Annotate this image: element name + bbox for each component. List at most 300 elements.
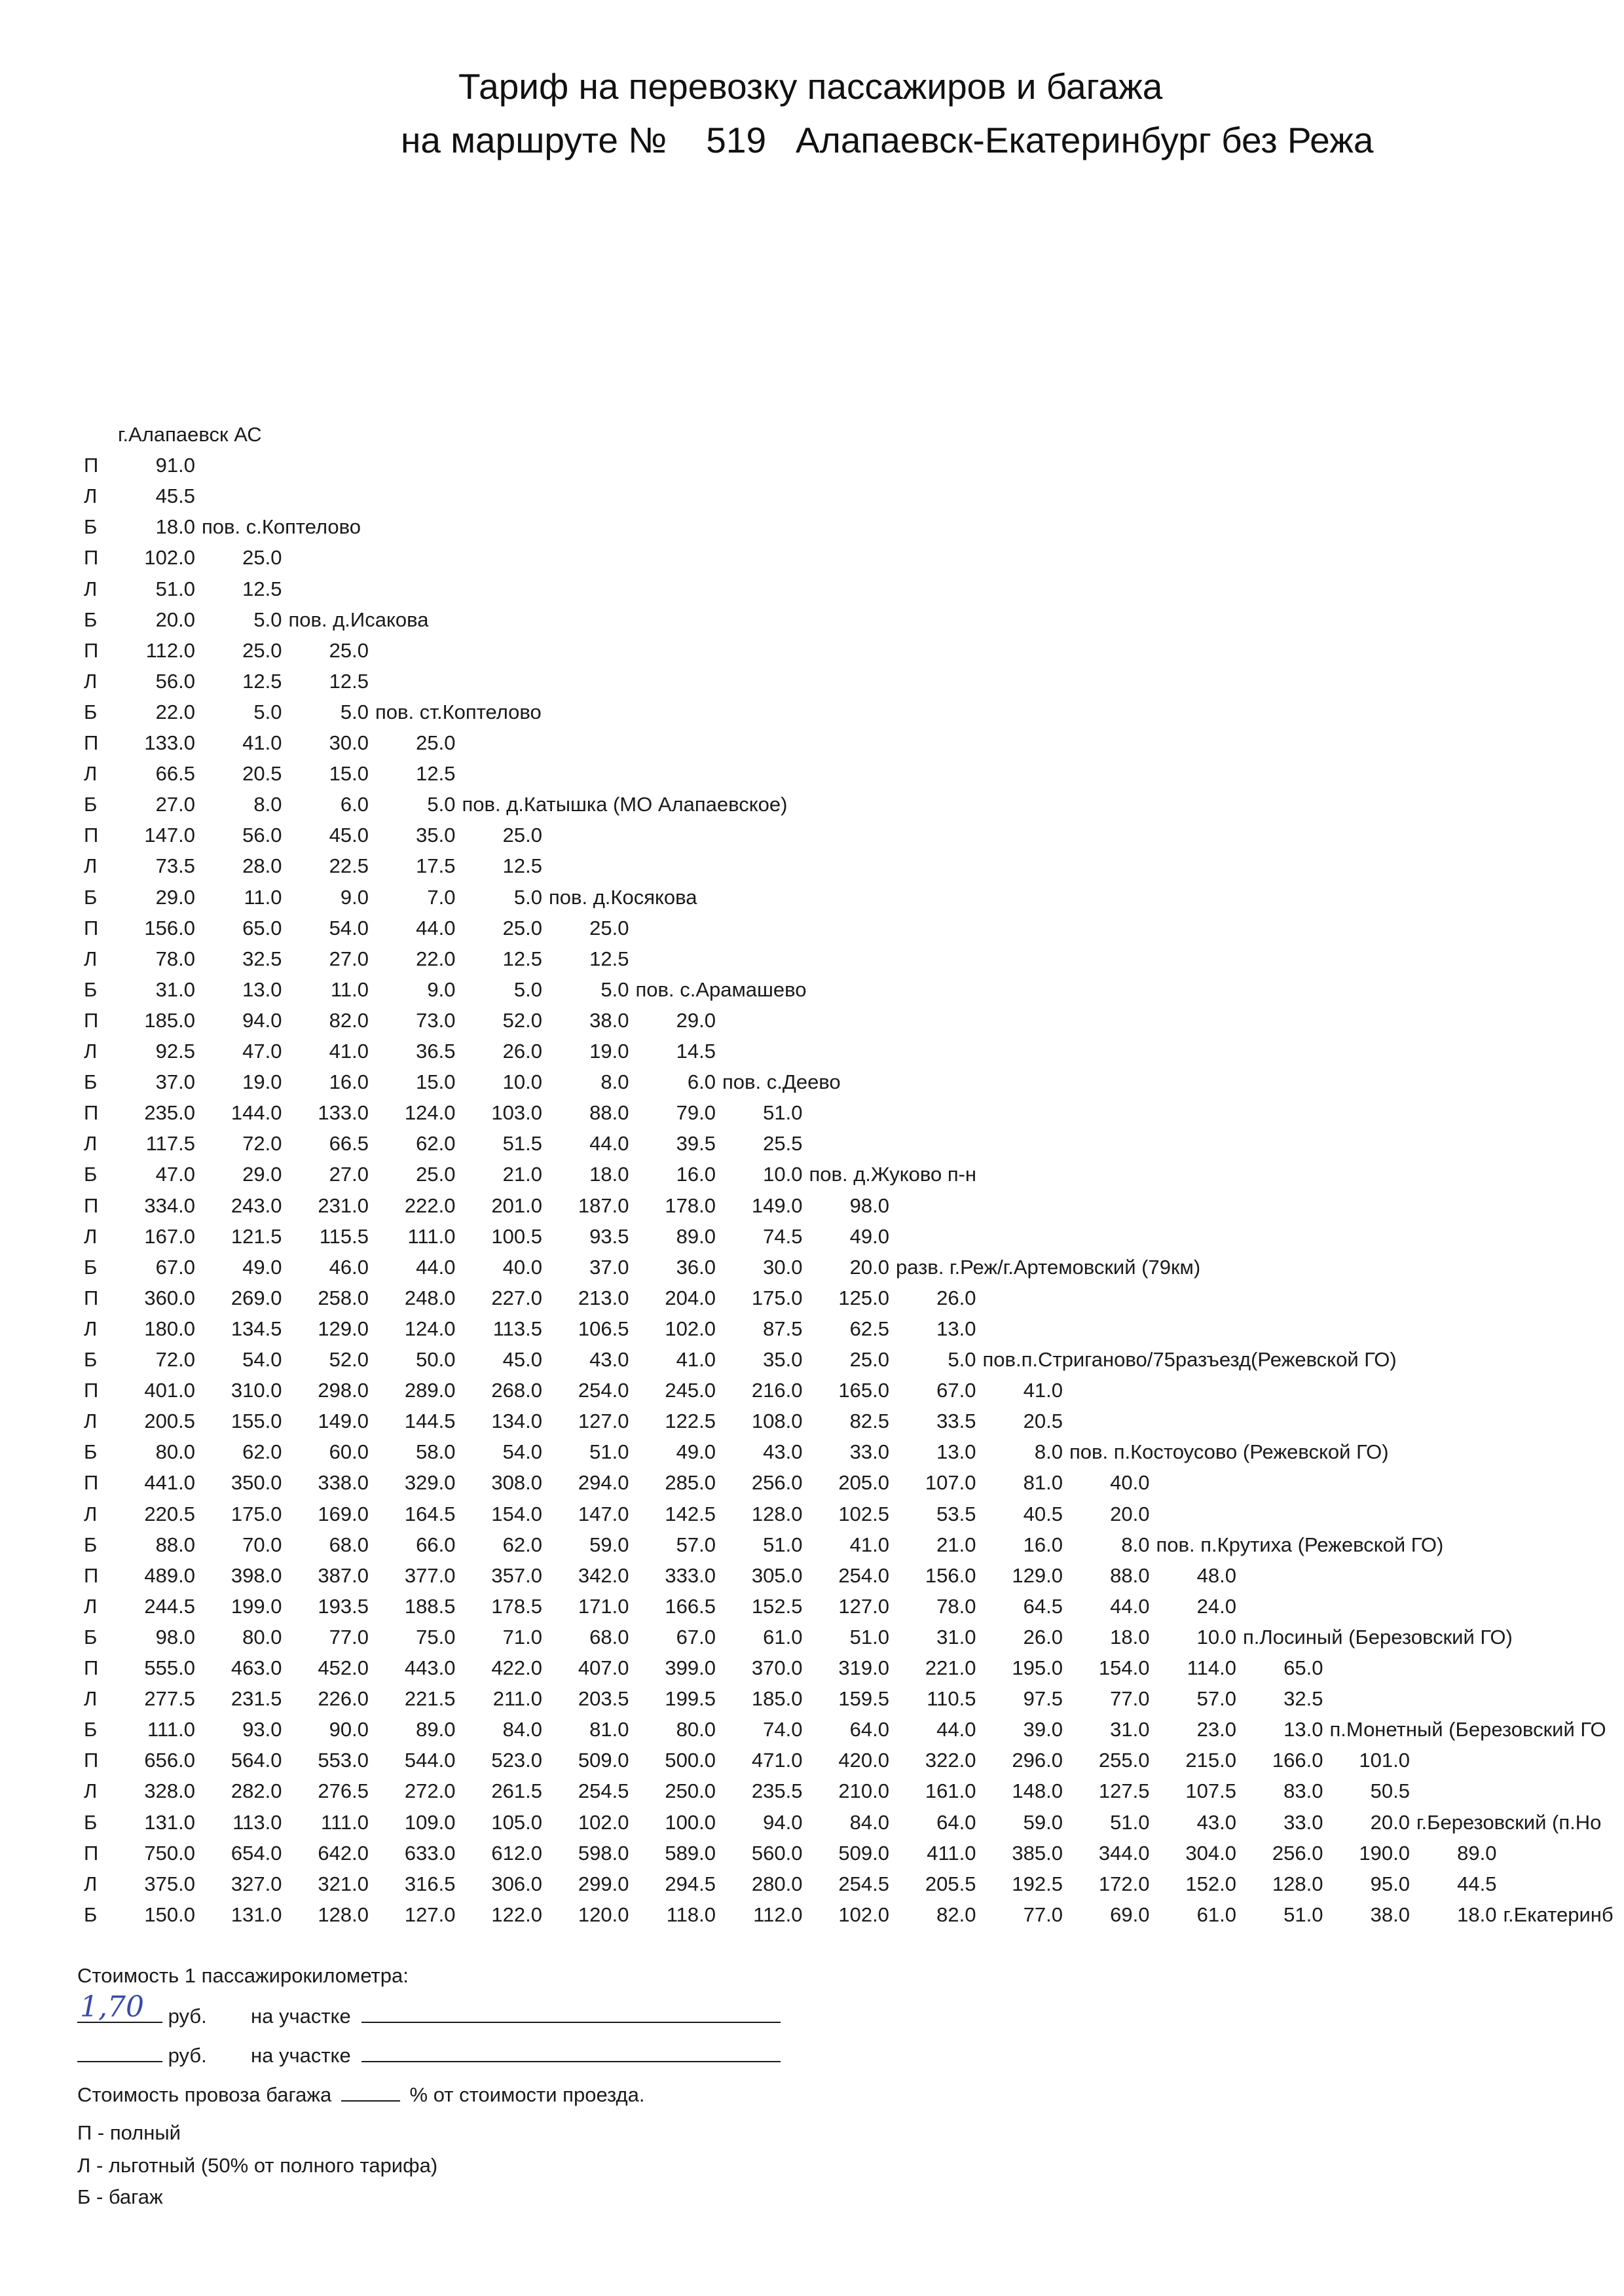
- fare-type: Б: [84, 1625, 98, 1649]
- fare-value: 305.0: [751, 1563, 803, 1587]
- fare-value: 98.0: [155, 1625, 195, 1649]
- table-row: [0, 1252, 1624, 1283]
- fare-value: 256.0: [1272, 1841, 1323, 1865]
- fare-value: 41.0: [849, 1533, 889, 1556]
- cost-row-2: [77, 2041, 781, 2068]
- fare-value: 30.0: [329, 731, 369, 754]
- fare-value: 5.0: [427, 793, 456, 816]
- table-row: [0, 1313, 1624, 1344]
- rub-label-1: руб.: [168, 2005, 207, 2028]
- fare-value: 67.0: [155, 1255, 195, 1279]
- fare-value: 101.0: [1359, 1749, 1410, 1772]
- fare-value: 71.0: [502, 1625, 542, 1649]
- baggage-cost-line: [77, 2081, 644, 2107]
- fare-value: 80.0: [242, 1625, 282, 1649]
- fare-value: 8.0: [600, 1070, 629, 1094]
- fare-value: 385.0: [1012, 1841, 1063, 1865]
- fare-value: 10.0: [1196, 1625, 1236, 1649]
- fare-value: 269.0: [231, 1286, 282, 1309]
- legend-baggage: Б - багаж: [77, 2185, 163, 2208]
- fare-value: 93.0: [242, 1718, 282, 1741]
- fare-value: 5.0: [948, 1348, 976, 1371]
- fare-value: 24.0: [1196, 1594, 1236, 1618]
- fare-value: 44.0: [1110, 1594, 1150, 1618]
- fare-value: 32.5: [242, 947, 282, 970]
- fare-value: 111.0: [321, 1810, 369, 1834]
- fare-value: 134.5: [231, 1317, 282, 1340]
- stop-name: пов. д.Исакова: [288, 608, 429, 631]
- fare-value: 54.0: [502, 1440, 542, 1464]
- fare-value: 509.0: [578, 1749, 629, 1772]
- stop-name: пов. с.Деево: [722, 1070, 841, 1094]
- table-row: [0, 450, 1624, 481]
- fare-value: 29.0: [242, 1163, 282, 1186]
- fare-value: 350.0: [231, 1471, 282, 1495]
- fare-type: Б: [84, 1348, 98, 1371]
- table-row: [0, 1221, 1624, 1252]
- fare-value: 134.0: [491, 1410, 542, 1433]
- fare-value: 142.5: [665, 1502, 716, 1525]
- fare-value: 94.0: [242, 1008, 282, 1032]
- fare-value: 84.0: [849, 1810, 889, 1834]
- fare-value: 169.0: [318, 1502, 369, 1525]
- fare-value: 128.0: [318, 1903, 369, 1926]
- route-name: Алапаевск-Екатеринбург без Режа: [796, 120, 1374, 160]
- fare-value: 8.0: [253, 793, 282, 816]
- fare-value: 102.0: [144, 546, 195, 570]
- fare-value: 30.0: [763, 1255, 803, 1279]
- fare-value: 80.0: [155, 1440, 195, 1464]
- fare-value: 25.0: [242, 638, 282, 662]
- fare-value: 44.0: [589, 1132, 629, 1156]
- fare-value: 147.0: [144, 824, 195, 847]
- fare-value: 149.0: [318, 1410, 369, 1433]
- fare-value: 38.0: [589, 1008, 629, 1032]
- fare-type: П: [84, 1471, 99, 1495]
- fare-value: 411.0: [927, 1841, 976, 1865]
- fare-value: 78.0: [936, 1594, 976, 1618]
- fare-value: 401.0: [144, 1379, 195, 1402]
- fare-value: 51.0: [589, 1440, 629, 1464]
- fare-value: 45.5: [155, 484, 195, 508]
- fare-value: 27.0: [329, 1163, 369, 1186]
- fare-value: 52.0: [329, 1348, 369, 1371]
- fare-value: 25.0: [416, 1163, 456, 1186]
- fare-type: П: [84, 1008, 99, 1032]
- fare-type: Л: [84, 1872, 98, 1895]
- fare-type: П: [84, 1749, 99, 1772]
- fare-value: 564.0: [231, 1749, 282, 1772]
- cost-row-1: [77, 2002, 781, 2028]
- table-row: [0, 1499, 1624, 1529]
- fare-value: 112.0: [145, 638, 195, 662]
- stop-name: пов. д.Косякова: [549, 885, 697, 909]
- table-row: [0, 882, 1624, 913]
- fare-value: 205.5: [925, 1872, 976, 1895]
- fare-value: 118.0: [666, 1903, 716, 1926]
- fare-value: 17.5: [416, 854, 456, 878]
- fare-value: 45.0: [329, 824, 369, 847]
- fare-value: 82.0: [936, 1903, 976, 1926]
- fare-value: 68.0: [329, 1533, 369, 1556]
- fare-value: 15.0: [416, 1070, 456, 1094]
- fare-value: 60.0: [329, 1440, 369, 1464]
- fare-value: 50.5: [1370, 1779, 1410, 1803]
- fare-value: 91.0: [155, 454, 195, 477]
- fare-value: 67.0: [676, 1625, 716, 1649]
- fare-value: 62.5: [849, 1317, 889, 1340]
- fare-value: 11.0: [330, 977, 369, 1001]
- fare-value: 26.0: [1023, 1625, 1063, 1649]
- fare-value: 399.0: [665, 1656, 716, 1679]
- fare-value: 154.0: [1098, 1656, 1150, 1679]
- fare-value: 375.0: [144, 1872, 195, 1895]
- fare-value: 129.0: [318, 1317, 369, 1340]
- table-row: [0, 1529, 1624, 1560]
- fare-value: 254.0: [838, 1563, 889, 1587]
- fare-value: 656.0: [144, 1749, 195, 1772]
- fare-value: 127.5: [1098, 1779, 1150, 1803]
- cost-blank-1[interactable]: [77, 2002, 162, 2023]
- fare-value: 12.5: [589, 947, 629, 970]
- fare-value: 102.0: [578, 1810, 629, 1834]
- fare-value: 9.0: [340, 885, 369, 909]
- fare-value: 25.0: [849, 1348, 889, 1371]
- fare-value: 62.0: [416, 1132, 456, 1156]
- fare-value: 25.0: [589, 916, 629, 939]
- fare-value: 82.5: [849, 1410, 889, 1433]
- fare-value: 44.0: [416, 916, 456, 939]
- fare-value: 64.0: [849, 1718, 889, 1741]
- fare-value: 51.0: [155, 577, 195, 600]
- fare-value: 203.5: [578, 1687, 629, 1711]
- fare-value: 89.0: [1457, 1841, 1497, 1865]
- fare-value: 13.0: [936, 1440, 976, 1464]
- baggage-percent-blank[interactable]: [341, 2081, 400, 2102]
- fare-value: 70.0: [242, 1533, 282, 1556]
- fare-value: 32.5: [1283, 1687, 1323, 1711]
- fare-value: 112.0: [753, 1903, 803, 1926]
- fare-type: Л: [84, 854, 98, 878]
- fare-value: 43.0: [1196, 1810, 1236, 1834]
- fare-value: 155.0: [231, 1410, 282, 1433]
- table-row: [0, 1652, 1624, 1683]
- cost-blank-2[interactable]: [77, 2041, 162, 2062]
- fare-type: П: [84, 824, 99, 847]
- fare-value: 231.0: [318, 1194, 369, 1217]
- fare-value: 62.0: [502, 1533, 542, 1556]
- fare-value: 18.0: [1457, 1903, 1497, 1926]
- fare-value: 187.0: [578, 1194, 629, 1217]
- fare-value: 6.0: [340, 793, 369, 816]
- fare-value: 210.0: [838, 1779, 889, 1803]
- fare-value: 59.0: [589, 1533, 629, 1556]
- fare-value: 204.0: [665, 1286, 716, 1309]
- fare-value: 39.5: [676, 1132, 716, 1156]
- fare-value: 500.0: [665, 1749, 716, 1772]
- fare-value: 211.0: [492, 1687, 542, 1711]
- route-number: 519: [706, 120, 767, 160]
- stop-name: пов. п.Костоусово (Режевской ГО): [1069, 1440, 1389, 1464]
- fare-value: 54.0: [329, 916, 369, 939]
- fare-value: 5.0: [513, 977, 542, 1001]
- fare-value: 21.0: [936, 1533, 976, 1556]
- fare-value: 57.0: [1196, 1687, 1236, 1711]
- table-row: [0, 943, 1624, 974]
- fare-value: 255.0: [1098, 1749, 1150, 1772]
- fare-value: 40.0: [502, 1255, 542, 1279]
- fare-value: 268.0: [491, 1379, 542, 1402]
- stop-name: пов. п.Крутиха (Режевской ГО): [1156, 1533, 1444, 1556]
- fare-value: 66.5: [329, 1132, 369, 1156]
- fare-value: 49.0: [849, 1224, 889, 1248]
- table-row: [0, 1899, 1624, 1930]
- section-blank-2[interactable]: [361, 2041, 781, 2062]
- baggage-prefix: Стоимость провоза багажа: [77, 2083, 332, 2106]
- fare-type: П: [84, 1286, 99, 1309]
- fare-type: Б: [84, 515, 98, 539]
- table-row: [0, 1868, 1624, 1899]
- fare-value: 164.5: [404, 1502, 456, 1525]
- fare-value: 215.0: [1185, 1749, 1236, 1772]
- fare-type: Б: [84, 1810, 98, 1834]
- fare-value: 244.5: [144, 1594, 195, 1618]
- fare-value: 654.0: [231, 1841, 282, 1865]
- fare-value: 8.0: [1121, 1533, 1150, 1556]
- fare-value: 64.0: [936, 1810, 976, 1834]
- fare-value: 77.0: [329, 1625, 369, 1649]
- fare-value: 750.0: [144, 1841, 195, 1865]
- fare-value: 89.0: [416, 1718, 456, 1741]
- fare-value: 294.0: [578, 1471, 629, 1495]
- fare-value: 159.5: [838, 1687, 889, 1711]
- fare-value: 199.5: [665, 1687, 716, 1711]
- fare-value: 205.0: [838, 1471, 889, 1495]
- table-row: [0, 1036, 1624, 1066]
- fare-value: 51.0: [1283, 1903, 1323, 1926]
- fare-value: 329.0: [404, 1471, 456, 1495]
- fare-value: 72.0: [155, 1348, 195, 1371]
- legend-discount: Л - льготный (50% от полного тарифа): [77, 2154, 438, 2177]
- fare-value: 21.0: [502, 1163, 542, 1186]
- fare-value: 95.0: [1370, 1872, 1410, 1895]
- fare-value: 90.0: [329, 1718, 369, 1741]
- tariff-table: [0, 419, 1624, 1944]
- fare-value: 19.0: [589, 1040, 629, 1063]
- fare-value: 220.5: [144, 1502, 195, 1525]
- fare-value: 152.0: [1185, 1872, 1236, 1895]
- fare-value: 31.0: [936, 1625, 976, 1649]
- fare-value: 33.5: [936, 1410, 976, 1433]
- fare-value: 144.5: [404, 1410, 456, 1433]
- fare-value: 294.5: [665, 1872, 716, 1895]
- fare-value: 31.0: [1110, 1718, 1150, 1741]
- fare-type: П: [84, 731, 99, 754]
- fare-value: 67.0: [936, 1379, 976, 1402]
- fare-value: 51.0: [763, 1101, 803, 1125]
- fare-value: 27.0: [155, 793, 195, 816]
- fare-value: 54.0: [242, 1348, 282, 1371]
- table-row: [0, 1683, 1624, 1714]
- fare-value: 272.0: [404, 1779, 456, 1803]
- fare-value: 51.0: [763, 1533, 803, 1556]
- stop-name: пов. с.Коптелово: [202, 515, 361, 539]
- fare-value: 193.5: [318, 1594, 369, 1618]
- fare-value: 154.0: [491, 1502, 542, 1525]
- stop-name: пов.п.Стриганово/75разъезд(Режевской ГО): [982, 1348, 1397, 1371]
- fare-value: 20.0: [1370, 1810, 1410, 1834]
- fare-value: 47.0: [155, 1163, 195, 1186]
- fare-value: 18.0: [589, 1163, 629, 1186]
- fare-value: 61.0: [1196, 1903, 1236, 1926]
- table-row: [0, 913, 1624, 943]
- fare-value: 612.0: [491, 1841, 542, 1865]
- fare-type: П: [84, 1656, 99, 1679]
- stop-name: п.Монетный (Березовский ГО: [1329, 1718, 1606, 1741]
- fare-value: 33.0: [849, 1440, 889, 1464]
- fare-value: 56.0: [155, 669, 195, 693]
- fare-type: П: [84, 638, 99, 662]
- fare-value: 66.5: [155, 762, 195, 786]
- fare-value: 5.0: [253, 700, 282, 723]
- fare-value: 56.0: [242, 824, 282, 847]
- fare-value: 256.0: [751, 1471, 803, 1495]
- table-row: [0, 1097, 1624, 1128]
- fare-value: 88.0: [589, 1101, 629, 1125]
- fare-value: 12.5: [416, 762, 456, 786]
- fare-value: 377.0: [404, 1563, 456, 1587]
- fare-value: 171.0: [578, 1594, 629, 1618]
- fare-type: Б: [84, 885, 98, 909]
- fare-value: 52.0: [502, 1008, 542, 1032]
- fare-value: 152.5: [751, 1594, 803, 1618]
- fare-value: 79.0: [676, 1101, 716, 1125]
- fare-value: 221.0: [925, 1656, 976, 1679]
- fare-value: 328.0: [144, 1779, 195, 1803]
- fare-value: 308.0: [491, 1471, 542, 1495]
- fare-value: 111.0: [147, 1718, 195, 1741]
- fare-value: 88.0: [1110, 1563, 1150, 1587]
- fare-value: 41.0: [242, 731, 282, 754]
- fare-value: 357.0: [491, 1563, 542, 1587]
- fare-value: 222.0: [404, 1194, 456, 1217]
- fare-value: 68.0: [589, 1625, 629, 1649]
- fare-value: 19.0: [242, 1070, 282, 1094]
- table-row: [0, 1128, 1624, 1159]
- fare-value: 443.0: [404, 1656, 456, 1679]
- fare-value: 102.5: [838, 1502, 889, 1525]
- cost-title: Стоимость 1 пассажирокилометра:: [77, 1964, 409, 1987]
- fare-value: 100.5: [491, 1224, 542, 1248]
- fare-value: 45.0: [502, 1348, 542, 1371]
- fare-value: 43.0: [763, 1440, 803, 1464]
- table-row: [0, 1776, 1624, 1806]
- fare-value: 72.0: [242, 1132, 282, 1156]
- fare-value: 555.0: [144, 1656, 195, 1679]
- fare-value: 131.0: [144, 1810, 195, 1834]
- fare-value: 29.0: [676, 1008, 716, 1032]
- table-row: [0, 635, 1624, 666]
- rub-label-2: руб.: [168, 2044, 207, 2067]
- fare-value: 12.5: [502, 854, 542, 878]
- table-row: [0, 666, 1624, 697]
- fare-value: 213.0: [578, 1286, 629, 1309]
- table-row: [0, 1714, 1624, 1745]
- fare-value: 304.0: [1185, 1841, 1236, 1865]
- fare-type: Б: [84, 1903, 98, 1926]
- fare-value: 316.5: [404, 1872, 456, 1895]
- fare-value: 58.0: [416, 1440, 456, 1464]
- fare-value: 46.0: [329, 1255, 369, 1279]
- fare-value: 422.0: [491, 1656, 542, 1679]
- section-label-2: на участке: [250, 2044, 351, 2067]
- fare-type: Б: [84, 700, 98, 723]
- route-prefix: на маршруте №: [401, 120, 667, 160]
- fare-value: 47.0: [242, 1040, 282, 1063]
- fare-value: 282.0: [231, 1779, 282, 1803]
- fare-value: 299.0: [578, 1872, 629, 1895]
- fare-value: 131.0: [231, 1903, 282, 1926]
- fare-value: 180.0: [144, 1317, 195, 1340]
- stop-name: п.Лосиный (Березовский ГО): [1243, 1625, 1513, 1649]
- fare-value: 167.0: [144, 1224, 195, 1248]
- fare-value: 333.0: [665, 1563, 716, 1587]
- table-row: [0, 1838, 1624, 1868]
- fare-value: 44.5: [1457, 1872, 1497, 1895]
- fare-type: П: [84, 546, 99, 570]
- fare-value: 77.0: [1023, 1903, 1063, 1926]
- fare-value: 113.5: [492, 1317, 542, 1340]
- fare-value: 227.0: [491, 1286, 542, 1309]
- fare-value: 25.5: [763, 1132, 803, 1156]
- fare-value: 12.5: [242, 669, 282, 693]
- fare-value: 254.0: [578, 1379, 629, 1402]
- fare-value: 80.0: [676, 1718, 716, 1741]
- fare-value: 231.5: [231, 1687, 282, 1711]
- table-row: [0, 542, 1624, 573]
- section-blank-1[interactable]: [361, 2002, 781, 2023]
- fare-value: 26.0: [936, 1286, 976, 1309]
- fare-value: 156.0: [144, 916, 195, 939]
- fare-value: 108.0: [751, 1410, 803, 1433]
- fare-value: 5.0: [253, 608, 282, 631]
- fare-value: 22.0: [416, 947, 456, 970]
- fare-value: 41.0: [329, 1040, 369, 1063]
- fare-type: П: [84, 1841, 99, 1865]
- fare-value: 35.0: [763, 1348, 803, 1371]
- fare-value: 36.5: [416, 1040, 456, 1063]
- fare-value: 73.0: [416, 1008, 456, 1032]
- fare-value: 221.5: [404, 1687, 456, 1711]
- fare-value: 40.5: [1023, 1502, 1063, 1525]
- fare-type: П: [84, 1194, 99, 1217]
- fare-value: 11.0: [244, 885, 282, 909]
- fare-value: 51.0: [849, 1625, 889, 1649]
- fare-value: 633.0: [404, 1841, 456, 1865]
- fare-value: 15.0: [329, 762, 369, 786]
- fare-value: 298.0: [318, 1379, 369, 1402]
- fare-value: 25.0: [416, 731, 456, 754]
- stop-name: пов. д.Жуково п-н: [809, 1163, 977, 1186]
- table-row: [0, 1622, 1624, 1652]
- fare-value: 161.0: [925, 1779, 976, 1803]
- fare-value: 185.0: [144, 1008, 195, 1032]
- fare-value: 48.0: [1196, 1563, 1236, 1587]
- fare-value: 10.0: [763, 1163, 803, 1186]
- fare-value: 243.0: [231, 1194, 282, 1217]
- fare-value: 175.0: [231, 1502, 282, 1525]
- fare-value: 420.0: [838, 1749, 889, 1772]
